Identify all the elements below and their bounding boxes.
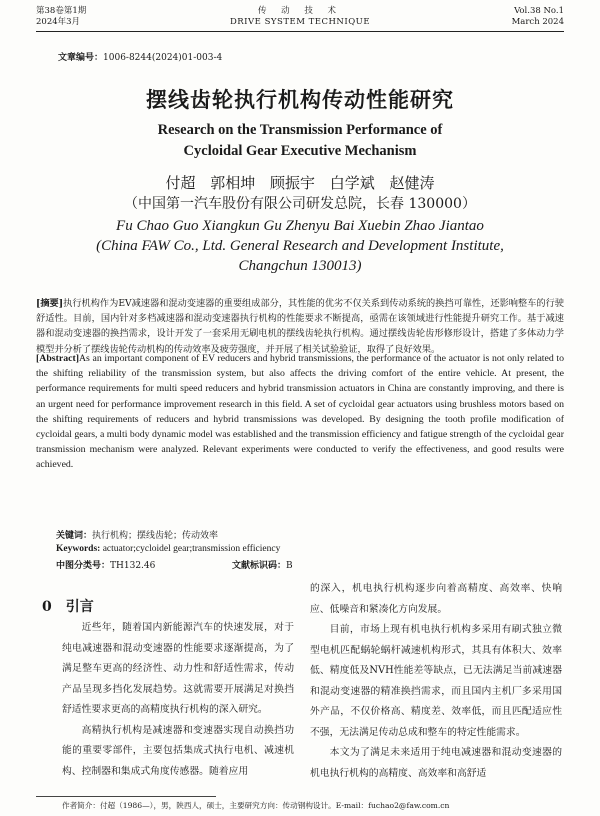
journal-date-en: March 2024 (511, 17, 564, 27)
keywords-cn-label: 关键词： (56, 531, 93, 541)
header-rule (36, 31, 564, 32)
keywords-en (56, 544, 280, 554)
paragraph: 的深入，机电执行机构逐步向着高精度、高效率、快响应、低噪音和紧凑化方向发展。 (310, 583, 562, 615)
article-number-value: 1006-8244(2024)01-003-4 (103, 53, 223, 63)
classification (56, 558, 356, 571)
header-center (36, 6, 564, 28)
abstract-en-text: As an important component of EV reducers and hybrid transmissions, the performance of the actuator is not only related to the shifting reliability of the transmission system, but also affects the driving comfort of the entire vehicle. At present, the performance requirements for multi speed reducers and hybrid transmission actuators in China are constantly improving, and there is an urgent need for performance improvement research in this field. A set of cycloidal gear actuators using brushless motors based on the shifting requirements of reducers and hybrid transmissions was developed. By designing the tooth profile modification of cycloidal gears, a multi body dynamic model was established and the transmission efficiency and fatigue strength of the cycloidal gear transmission mechanism were analyzed. Relevant experiments were conducted to verify the effectiveness, and good results were achieved. (36, 353, 564, 471)
article-number (58, 50, 222, 63)
section-heading (42, 596, 94, 616)
right-column (310, 579, 562, 784)
abstract-cn (36, 296, 564, 357)
title-en (0, 120, 600, 162)
doc-code (232, 558, 293, 571)
keywords-cn-text: 执行机构；摆线齿轮；传动效率 (92, 531, 219, 541)
title-en-line2: Cycloidal Gear Executive Mechanism (183, 143, 417, 159)
affiliation-en-line1: (China FAW Co., Ltd. General Research and Development Institute, (96, 238, 504, 254)
paragraph: 近些年，随着国内新能源汽车的快速发展，对于纯电减速器和混动变速器的性能要求逐渐提高，为了满足整车更高的经济性、动力性和舒适性需求，传动产品呈现多挡化发展趋势。这就需要开展满足对换挡舒适性要求更高的高精度执行机构的深入研究。 (62, 622, 294, 715)
section-number: 0 (42, 599, 52, 615)
keywords-cn (56, 529, 218, 543)
keywords-en-text: actuator;cycloidel gear;transmission efficiency (100, 544, 281, 554)
paragraph: 目前，市场上现有机电执行机构多采用有刷式独立微型电机匹配蜗轮蜗杆减速机构形式，其具有体积大、效率低、精度低及NVH性能差等缺点，已无法满足当前减速器和混动变速器的精准换挡需求，而且国内主机厂多采用国外产品，不仅价格高、精度差、效率低，而且匹配适应性不强，无法满足传动总成和整车的特定性能需求。 (310, 624, 562, 738)
journal-volume-en: Vol.38 No.1 (514, 6, 564, 16)
authors-cn: 付超 郭相坤 顾振宇 白学斌 赵健涛 (165, 174, 435, 192)
section-title: 引言 (65, 599, 94, 615)
doc-code-value: B (286, 561, 293, 571)
abstract-en (36, 351, 564, 473)
abstract-en-label: [Abstract] (36, 353, 79, 364)
header-right (512, 6, 564, 28)
paragraph: 本文为了满足未来适用于纯电减速器和混动变速器的机电执行机构的高精度、高效率和高舒适 (310, 747, 562, 779)
paragraph: 高精执行机构是减速器和变速器实现自动换挡功能的重要零部件，主要包括集成式执行电机、减速机构、控制器和集成式角度传感器。随着应用 (62, 724, 294, 777)
left-column (62, 618, 294, 782)
clc-label: 中图分类号： (56, 561, 111, 571)
abstract-cn-text: 执行机构作为EV减速器和混动变速器的重要组成部分，其性能的优劣不仅关系到传动系统的换挡可靠性，还影响整车的行驶舒适性。目前，国内针对多档减速器和混动变速器执行机构的性能要求不断提高，亟需在该领域进行性能提升研究工作。基于减速器和混动变速器的换挡需求，设计开发了一套采用无刷电机的摆线齿轮执行机构。通过摆线齿轮齿形修形设计，搭建了多体动力学模型并分析了摆线齿轮传动机构的传动效率及疲劳强度，并开展了相关试验验证，取得了良好效果。 (36, 298, 564, 355)
journal-name-en: DRIVE SYSTEM TECHNIQUE (229, 17, 371, 27)
journal-name-cn: 传 动 技 术 (257, 6, 343, 16)
doc-code-label: 文献标识码： (232, 561, 287, 571)
clc-value: TH132.46 (110, 561, 156, 571)
title-cn: 摆线齿轮执行机构传动性能研究 (146, 87, 454, 112)
journal-volume: 第38卷第1期 (36, 6, 87, 16)
footnote-rule (36, 796, 216, 797)
abstract-cn-label: [摘要] (36, 298, 64, 309)
affiliation-en-line2: Changchun 130013) (238, 258, 362, 274)
journal-date-cn: 2024年3月 (36, 17, 81, 27)
authors-en: Fu Chao Guo Xiangkun Gu Zhenyu Bai Xuebin Zhao Jiantao (116, 218, 484, 234)
running-header (36, 6, 564, 34)
article-number-label: 文章编号： (58, 53, 104, 63)
author-footnote: 作者简介：付超（1986—），男，陕西人，硕士，主要研究方向：传动钢构设计。E-mail：fuchao2@faw.com.cn (62, 801, 450, 810)
affiliation-cn: （中国第一汽车股份有限公司研发总院，长春 130000） (124, 196, 476, 212)
keywords-en-label: Keywords: (56, 544, 101, 554)
authors-en-block (40, 216, 560, 276)
title-en-line1: Research on the Transmission Performance of (157, 122, 443, 138)
